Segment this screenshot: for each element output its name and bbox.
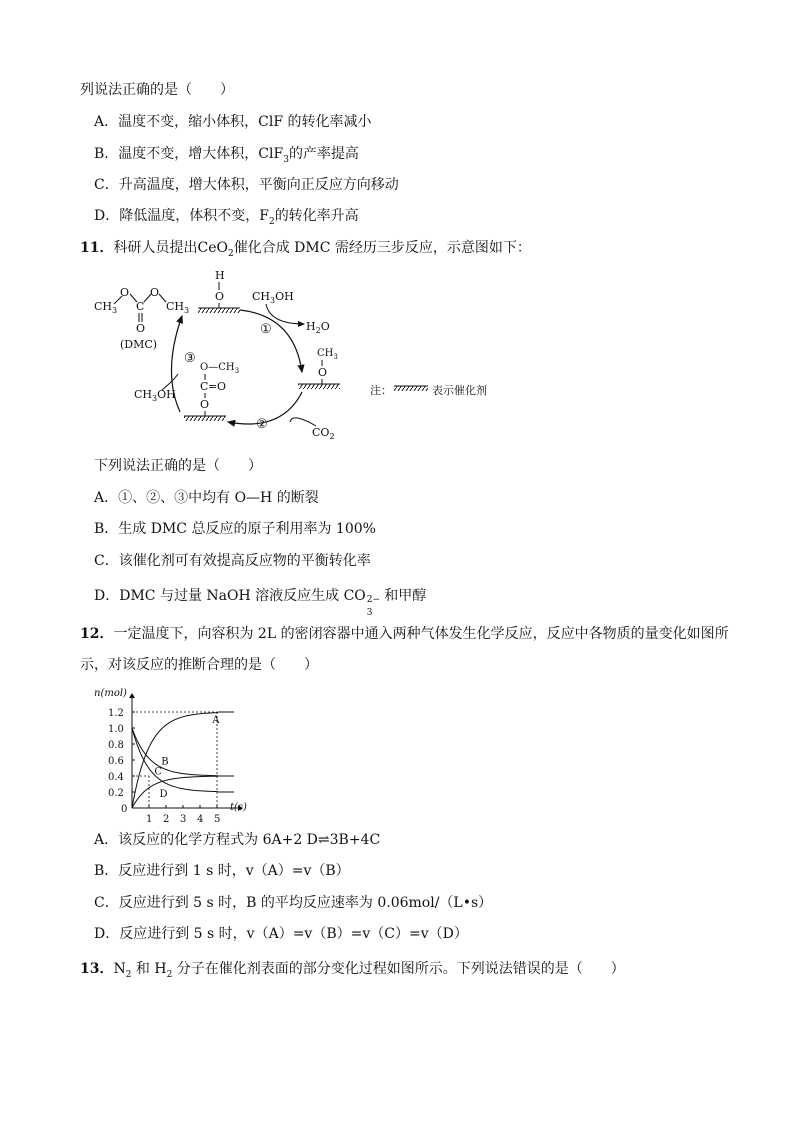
option-letter: A．	[94, 114, 119, 130]
y-tick-label: 0.6	[108, 756, 124, 767]
dmc-label: (DMC)	[120, 338, 158, 351]
catalyst-methoxy	[298, 348, 340, 389]
q12-option-d[interactable]	[94, 924, 468, 944]
catalyst-legend	[370, 383, 487, 397]
subscript: 3	[283, 154, 289, 165]
option-letter: A．	[94, 490, 119, 506]
water-product: $H_2O$	[306, 320, 330, 335]
option-letter: D．	[94, 588, 120, 604]
q12-option-a[interactable]	[94, 830, 380, 850]
y-axis-label: n(mol)	[94, 688, 127, 699]
option-text: 降低温度，体积不变，F	[119, 208, 269, 224]
x-axis-label: t(s)	[230, 802, 247, 813]
x-tick-label: 3	[180, 814, 187, 824]
series-line-C	[132, 728, 234, 792]
subscript: 2	[227, 248, 234, 259]
q10-option-b[interactable]	[94, 144, 359, 170]
option-text: 和甲醇	[379, 588, 427, 604]
carbonate-ion: CO 2− 3	[343, 588, 381, 618]
option-text: 温度不变，增大体积，ClF	[118, 146, 284, 162]
x-tick-label: 4	[197, 814, 204, 824]
y-tick-label: 0.2	[108, 788, 124, 799]
amount-vs-time-chart	[92, 684, 278, 824]
subscript: 2	[268, 216, 275, 227]
option-text: 反应进行到 5 s 时，v（A）=v（B）=v（C）=v（D）	[119, 926, 468, 942]
option-text: 的产率提高	[288, 146, 359, 162]
series-label-A: A	[212, 714, 220, 726]
stem-text: 一定温度下，向容积为 2L 的密闭容器中通入两种气体发生化学反应，反应中各物质的量变化如图所	[113, 626, 729, 642]
q12-stem-line2: 示，对该反应的推断合理的是（ ）	[80, 657, 318, 673]
q11-ask: 下列说法正确的是（ ）	[94, 458, 262, 474]
option-text: 升高温度，增大体积，平衡向正反应方向移动	[118, 177, 399, 193]
svg-text:CH3: $CH_3$	[166, 300, 190, 315]
y-tick-label: 0.8	[108, 740, 124, 751]
q11-option-c[interactable]	[94, 551, 371, 571]
svg-text:CH3: $CH_3$	[94, 300, 118, 315]
option-letter: C．	[94, 177, 119, 193]
option-text: 温度不变，缩小体积，ClF 的转化率减小	[118, 114, 372, 130]
q12-stem-line1	[80, 624, 729, 644]
svg-text:O: O	[136, 322, 146, 335]
option-letter: D．	[94, 208, 120, 224]
svg-text:C: C	[136, 300, 145, 313]
co2-reactant: $CO_2$	[312, 426, 335, 441]
stem-text: 催化合成 DMC 需经历三步反应，示意图如下：	[233, 240, 531, 256]
series-line-A	[132, 712, 234, 808]
q11-option-b[interactable]	[94, 519, 376, 539]
q13-stem: 13．$N_2$ 和 $H_2$ 分子在催化剂表面的部分变化过程如图所示。下列说法错误的是（ ）	[80, 961, 625, 980]
option-letter: B．	[94, 521, 119, 537]
option-letter: D．	[94, 926, 120, 942]
svg-text:表示催化剂: 表示催化剂	[432, 384, 487, 397]
option-letter: B．	[94, 146, 119, 162]
svg-text:O—CH3: $O—CH_3$	[200, 362, 240, 375]
methanol-top: $CH_3OH$	[252, 290, 294, 305]
option-text: DMC 与过量 NaOH 溶液反应生成	[119, 588, 344, 604]
q11-stem	[80, 238, 531, 264]
svg-text:O: O	[150, 286, 160, 299]
catalyst-carbonate	[184, 362, 239, 421]
option-text: 反应进行到 5 s 时，B 的平均反应速率为 0.06mol/（L•s）	[118, 895, 493, 911]
cycle-arrow-1	[240, 310, 302, 372]
y-tick-label: 1.2	[108, 708, 124, 719]
question-number: 12．	[80, 626, 114, 642]
option-text: 反应进行到 1 s 时，v（A）=v（B）	[118, 863, 350, 879]
catalysis-cycle-diagram	[80, 262, 520, 452]
x-tick-label: 5	[214, 814, 221, 824]
option-letter: C．	[94, 895, 119, 911]
q10-option-d[interactable]	[94, 206, 359, 232]
svg-text:C: C	[200, 380, 209, 393]
q10-option-a[interactable]	[94, 112, 371, 132]
x-tick-label: 2	[163, 814, 170, 824]
option-letter: C．	[94, 553, 119, 569]
svg-text:O: O	[120, 286, 130, 299]
y-axis-arrow	[129, 693, 135, 698]
option-text: 生成 DMC 总反应的原子利用率为 100%	[118, 521, 376, 537]
option-text: ①、②、③中均有 O—H 的断裂	[118, 490, 319, 506]
step-2-label: ②	[256, 417, 268, 432]
svg-text:O: O	[318, 366, 328, 379]
methanol-left: $CH_3OH$	[134, 388, 176, 403]
svg-text:H: H	[215, 269, 225, 282]
svg-text:CH3: $CH_3$	[317, 348, 338, 361]
option-letter: A．	[94, 832, 119, 848]
svg-text:O: O	[217, 380, 227, 393]
q11-option-d[interactable]	[94, 586, 427, 618]
step-3-label: ③	[184, 351, 196, 366]
svg-text:=: =	[208, 380, 218, 393]
option-text: 的转化率升高	[274, 208, 359, 224]
q12-option-c[interactable]	[94, 893, 492, 913]
x-tick-label: 1	[146, 814, 153, 824]
option-letter: B．	[94, 863, 119, 879]
y-tick-label: 1.0	[108, 724, 124, 735]
y-tick-label: 0.4	[108, 772, 124, 783]
q10-option-c[interactable]	[94, 175, 399, 195]
q11-option-a[interactable]	[94, 488, 319, 508]
series-label-B: B	[161, 756, 169, 768]
q10-stem-tail: 列说法正确的是（ ）	[80, 82, 234, 98]
series-label-D: D	[159, 789, 168, 801]
svg-text:注：: 注：	[370, 384, 392, 397]
question-number: 13．	[80, 961, 114, 977]
option-text: 该反应的化学方程式为 6A+2 D⇌3B+4C	[118, 832, 381, 848]
step-1-label: ①	[260, 322, 272, 337]
origin-label: 0	[121, 804, 128, 815]
q12-option-b[interactable]	[94, 861, 350, 881]
option-text: 该催化剂可有效提高反应物的平衡转化率	[118, 553, 371, 569]
stem-text: 科研人员提出CeO	[113, 240, 228, 256]
svg-text:O: O	[215, 290, 225, 303]
series-label-C: C	[154, 766, 163, 778]
question-number: 11．	[80, 240, 114, 256]
svg-text:O: O	[200, 398, 210, 411]
catalyst-oh-top	[198, 269, 240, 313]
